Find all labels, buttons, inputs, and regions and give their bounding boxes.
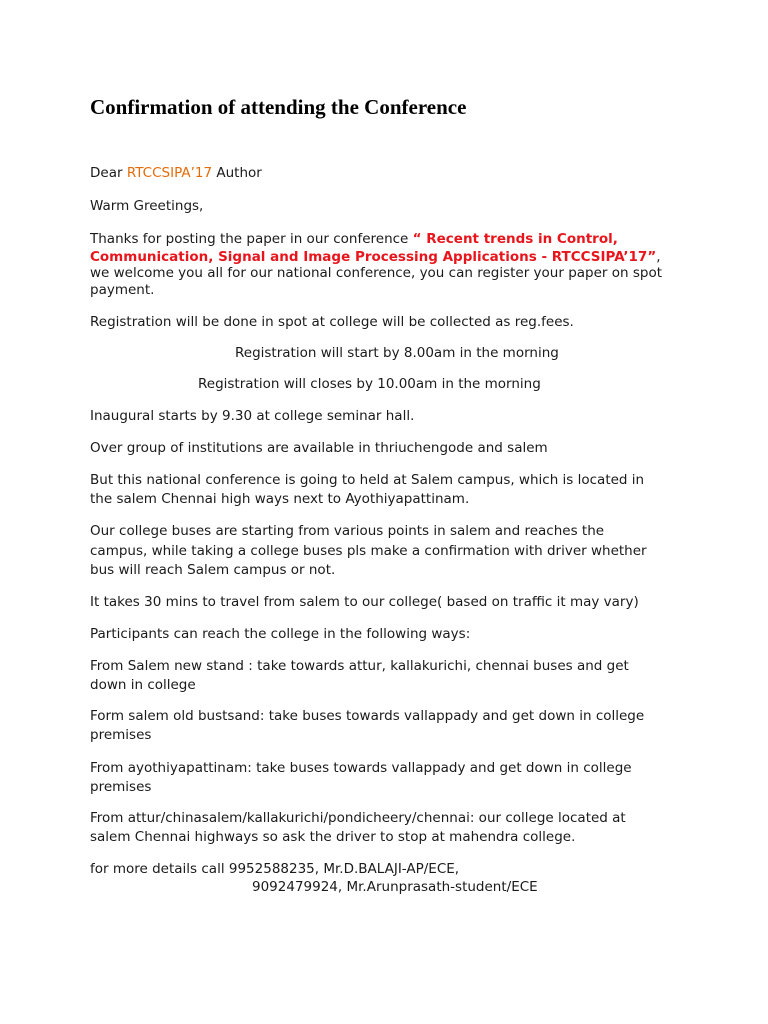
registration-fees: Registration will be done in spot at college will be collected as reg.fees. [90,314,574,330]
registration-start: Registration will start by 8.00am in the morning [235,345,559,361]
intro-text: Thanks for posting the paper in our conference [90,231,413,247]
buses-line-1: Our college buses are starting from various points in salem and reaches the [90,523,605,539]
buses-line-3: bus will reach Salem campus or not. [90,562,336,578]
way-1-line-2: down in college [90,677,196,693]
registration-close: Registration will closes by 10.00am in the morning [198,376,541,392]
salutation [90,164,690,183]
salutation-prefix: Dear [90,165,127,181]
way-2-line-2: premises [90,727,152,743]
way-4-line-2: salem Chennai highways so ask the driver to stop at mahendra college. [90,829,576,845]
conference-short-name: RTCCSIPA’17 [126,165,213,181]
travel-time: It takes 30 mins to travel from salem to our college( based on traffic it may vary) [90,594,639,610]
ways-intro: Participants can reach the college in the following ways: [90,626,471,642]
way-3-line-2: premises [90,779,152,795]
salutation-suffix: Author [212,165,262,181]
intro-comma: , [656,249,661,265]
way-3-line-1: From ayothiyapattinam: take buses towards vallappady and get down in college [90,760,632,776]
conference-full-name-part1: “ Recent trends in Control, [412,231,618,247]
inaugural: Inaugural starts by 9.30 at college seminar hall. [90,408,415,424]
intro-line-1 [90,230,690,249]
contact-line-1: for more details call 9952588235, Mr.D.BALAJI-AP/ECE, [90,861,460,877]
intro-line-4: payment. [90,282,155,298]
greeting: Warm Greetings, [90,198,204,214]
location-line-2: the salem Chennai high ways next to Ayothiyapattinam. [90,491,470,507]
conference-full-name-part2: Communication, Signal and Image Processing Applications - RTCCSIPA’17” [90,249,657,265]
institutions: Over group of institutions are available in thriuchengode and salem [90,440,548,456]
buses-line-2: campus, while taking a college buses pls make a confirmation with driver whether [90,543,647,559]
way-4-line-1: From attur/chinasalem/kallakurichi/pondicheery/chennai: our college located at [90,810,626,826]
contact-line-2: 9092479924, Mr.Arunprasath-student/ECE [252,879,538,895]
location-line-1: But this national conference is going to held at Salem campus, which is located in [90,472,645,488]
way-2-line-1: Form salem old bustsand: take buses towards vallappady and get down in college [90,708,645,724]
document-title: Confirmation of attending the Conference [90,95,467,119]
intro-line-3: we welcome you all for our national conference, you can register your paper on spot [90,265,663,281]
way-1-line-1: From Salem new stand : take towards attur, kallakurichi, chennai buses and get [90,658,629,674]
